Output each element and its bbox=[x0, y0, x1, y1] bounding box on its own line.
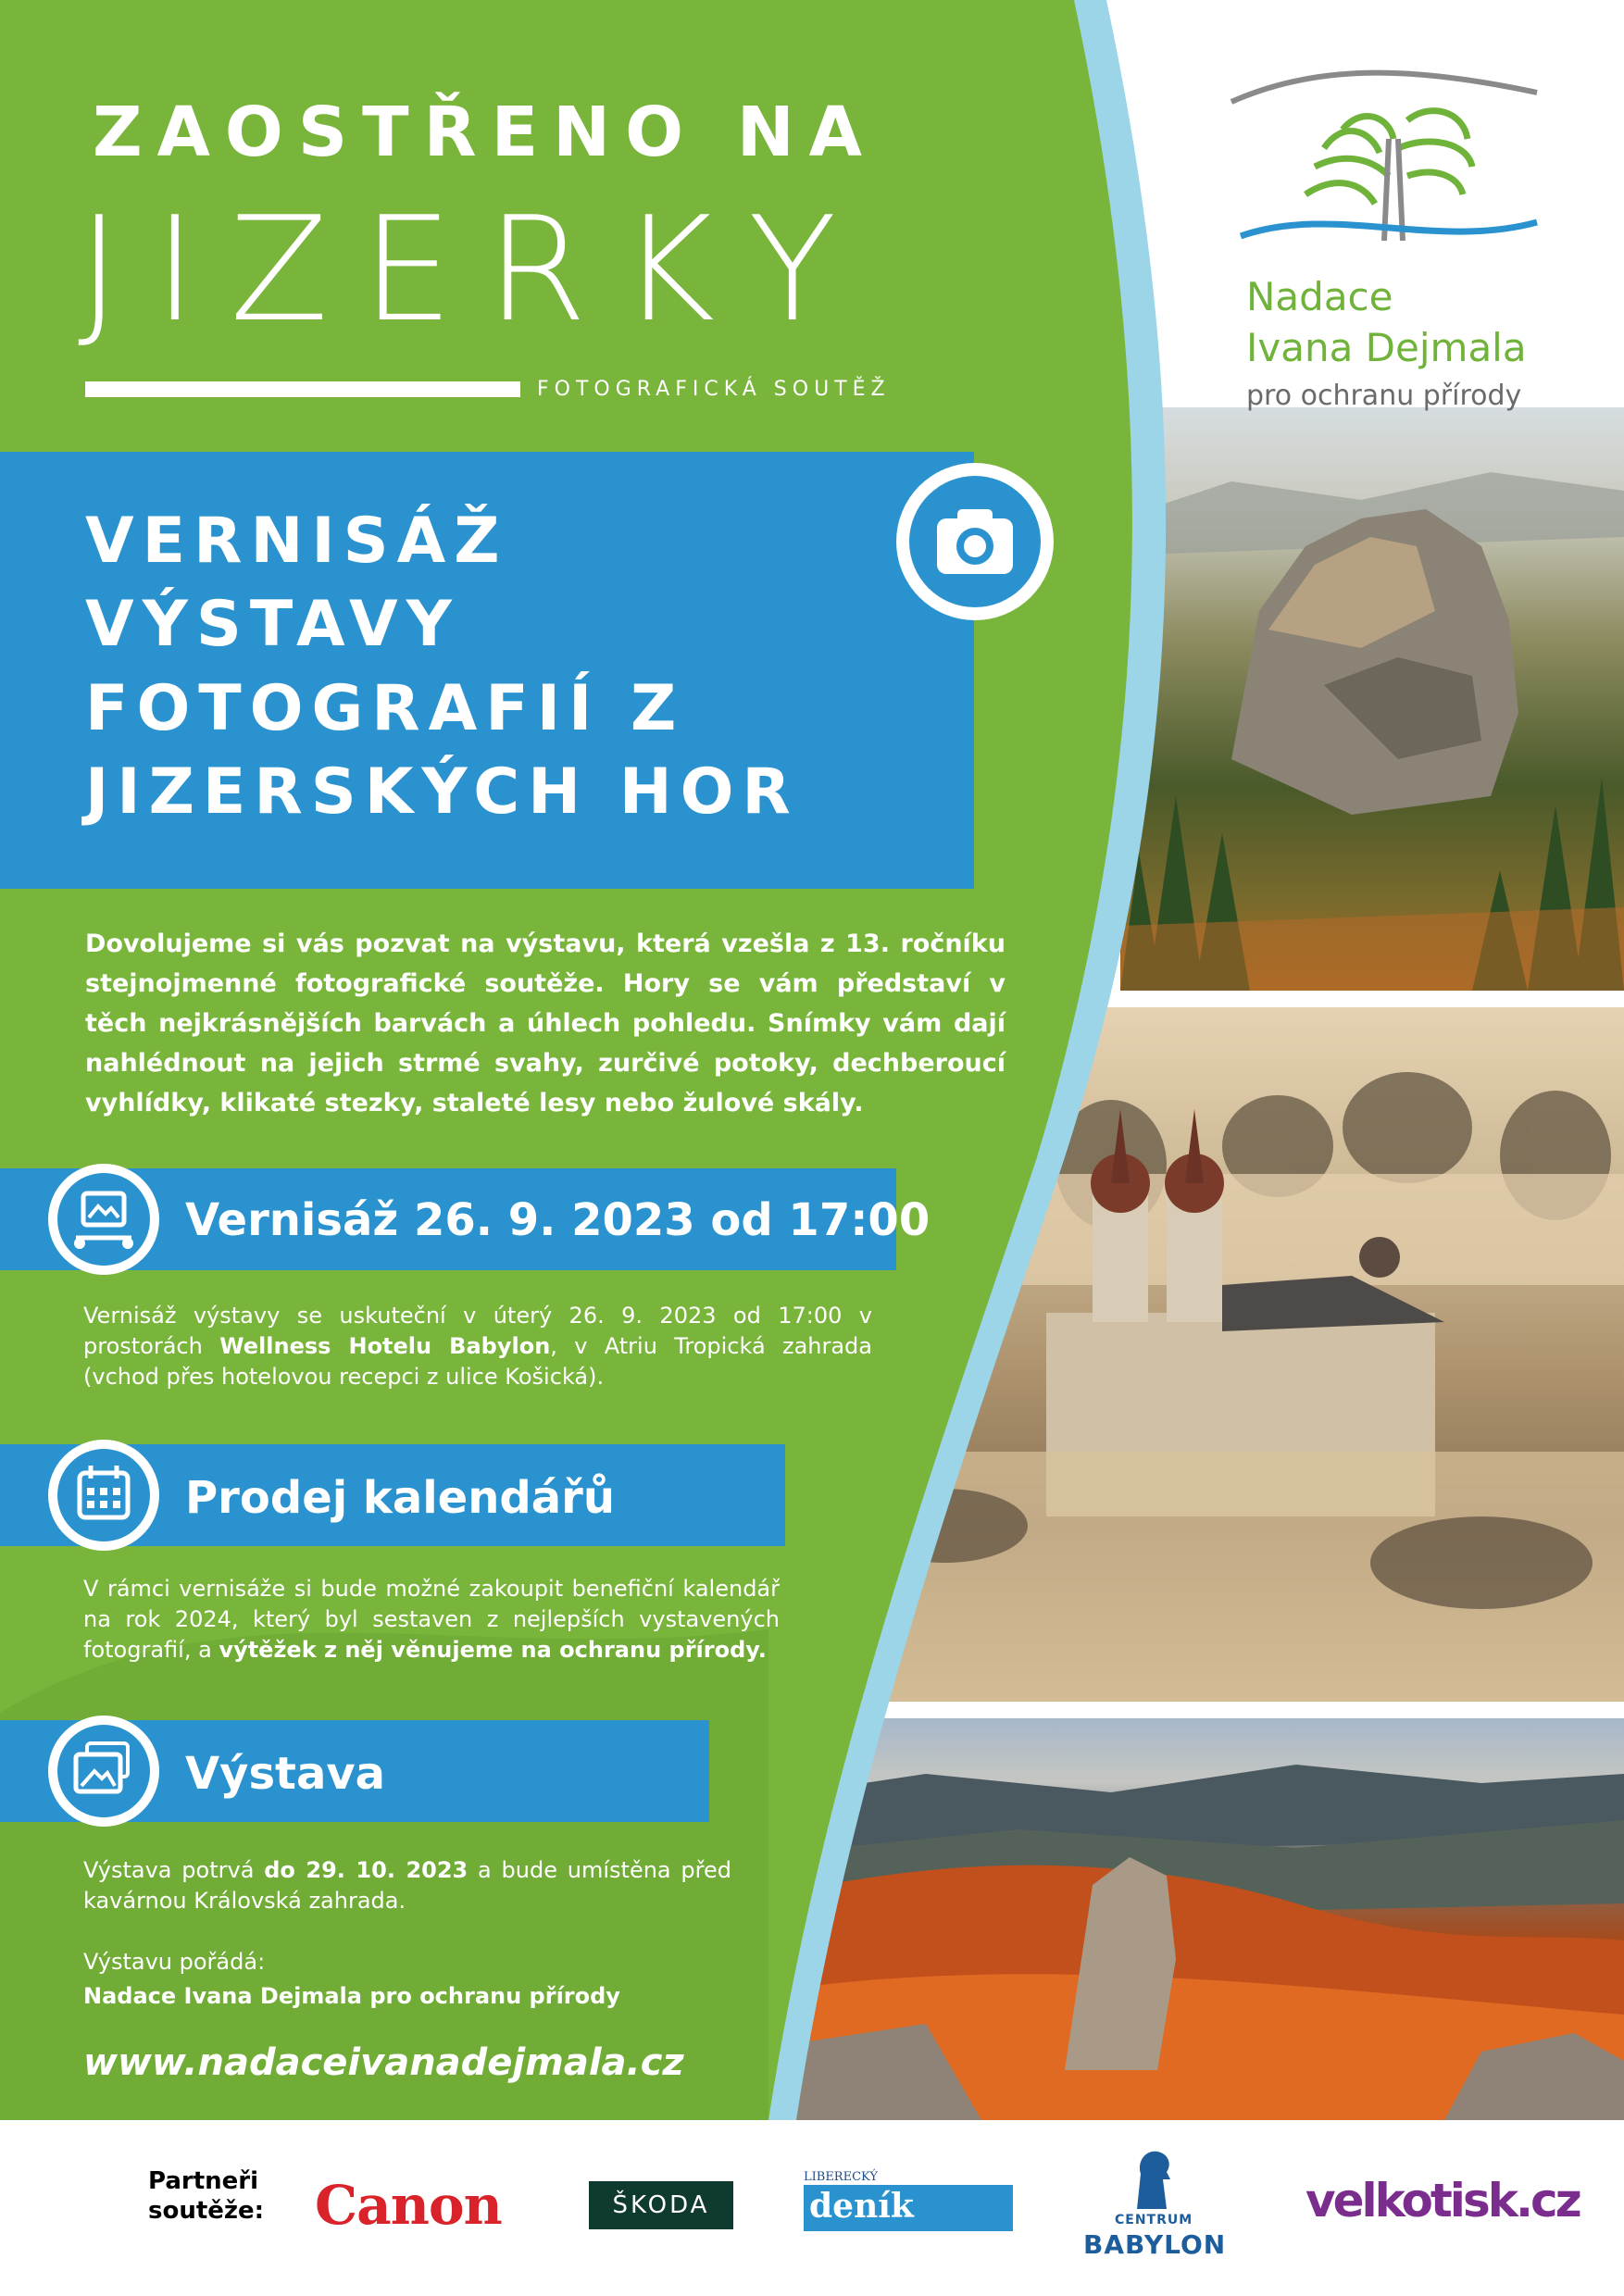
babylon-small: CENTRUM bbox=[1115, 2213, 1193, 2227]
babylon-lion-icon bbox=[1126, 2146, 1181, 2211]
camera-icon bbox=[909, 476, 1041, 607]
skoda-logo: ŠKODA bbox=[589, 2181, 733, 2229]
vystava-text: Výstava potrvá do 29. 10. 2023 a bude umístěna před kavárnou Královská zahrada. bbox=[83, 1857, 731, 1914]
banner-line-4: JIZERSKÝCH HOR bbox=[85, 755, 799, 830]
canon-logo: Canon bbox=[315, 2174, 502, 2237]
foundation-logo bbox=[1222, 65, 1555, 259]
logo-line2: Ivana Dejmala bbox=[1246, 325, 1527, 370]
denik-text: deník bbox=[809, 2187, 914, 2226]
kalendar-text: V rámci vernisáže si bude možné zakoupit benefiční kalendář na rok 2024, který byl sestaven z nejlepších vystavených fotografií, a výtěžek z něj věnujeme na ochranu přírody. bbox=[83, 1576, 780, 1663]
vernisaz-heading: Vernisáž 26. 9. 2023 od 17:00 bbox=[185, 1194, 931, 1246]
banner-line-1: VERNISÁŽ bbox=[85, 505, 508, 578]
denik-small: LIBERECKÝ bbox=[804, 2170, 878, 2184]
banner-line-2: VÝSTAVY bbox=[85, 588, 460, 662]
organizer-label: Výstavu pořádá: bbox=[83, 1949, 266, 1975]
logo-line3: pro ochranu přírody bbox=[1246, 380, 1522, 412]
logo-line1: Nadace bbox=[1246, 274, 1393, 319]
website-link[interactable]: www.nadaceivanadejmala.cz bbox=[83, 2041, 684, 2084]
title-subtitle: FOTOGRAFICKÁ SOUTĚŽ bbox=[537, 378, 891, 401]
title-line2: JIZERKY bbox=[78, 185, 870, 354]
vystava-heading: Výstava bbox=[185, 1748, 386, 1800]
partners-label: Partneři soutěže: bbox=[148, 2167, 265, 2225]
photos-icon bbox=[48, 1716, 159, 1827]
organizer-name: Nadace Ivana Dejmala pro ochranu přírody bbox=[83, 1983, 620, 2009]
title-underline bbox=[85, 381, 520, 397]
calendar-icon bbox=[48, 1440, 159, 1551]
banner-heading bbox=[0, 500, 974, 835]
vernisaz-text: Vernisáž výstavy se uskuteční v úterý 26. 9. 2023 od 17:00 v prostorách Wellness Hotelu Babylon, v Atriu Tropická zahrada (vchod přes hotelovou recepci z ulice Košická). bbox=[83, 1303, 872, 1390]
exhibition-icon bbox=[48, 1164, 159, 1275]
intro-paragraph: Dovolujeme si vás pozvat na výstavu, která vzešla z 13. ročníku stejnojmenné fotografické soutěže. Hory se vám představí v těch nejkrásnějších barvách a úhlech pohledu. Snímky vám dají nahlédnout na jejich strmé svahy, zurčivé potoky, dechberoucí vyhlídky, klikaté stezky, staleté lesy nebo žulové skály. bbox=[85, 930, 1006, 1117]
denik-logo bbox=[804, 2185, 1013, 2231]
banner-line-3: FOTOGRAFIÍ Z bbox=[85, 671, 685, 745]
kalendar-heading: Prodej kalendářů bbox=[185, 1472, 615, 1524]
title-line1: ZAOSTŘENO NA bbox=[93, 93, 877, 172]
velkotisk-logo: velkotisk.cz bbox=[1305, 2174, 1580, 2227]
babylon-logo: BABYLON bbox=[1083, 2229, 1227, 2260]
camera-icon-circle bbox=[896, 463, 1054, 620]
